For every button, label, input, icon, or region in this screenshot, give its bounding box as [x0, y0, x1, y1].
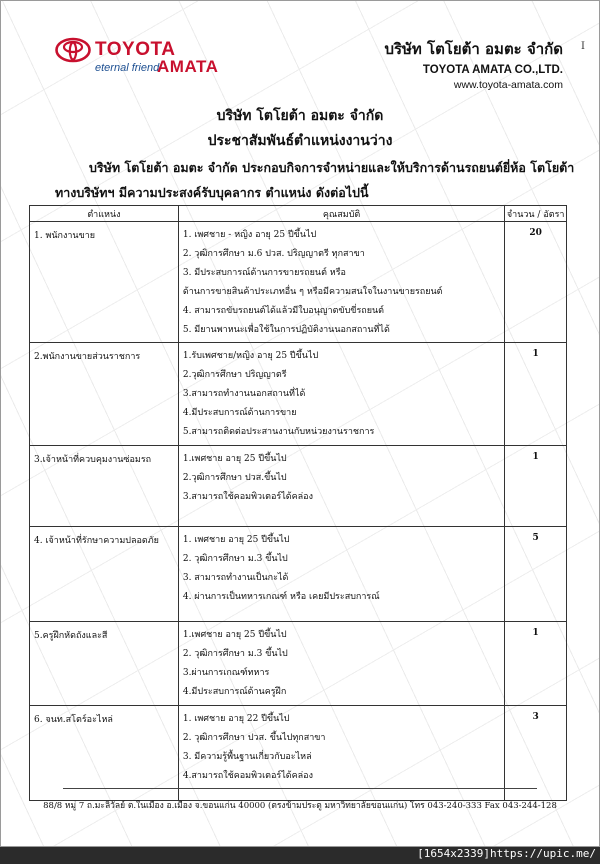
header-qualifications: คุณสมบัติ — [178, 206, 504, 222]
company-name-english: TOYOTA AMATA CO.,LTD. — [422, 64, 563, 76]
requirement-item: 3.สามารถใช้คอมพิวเตอร์ได้คล่อง — [182, 492, 313, 502]
requirement-item: 3. มีประสบการณ์ด้านการขายรถยนต์ หรือ — [182, 268, 346, 278]
qualifications-cell — [178, 622, 504, 706]
requirement-item: 3. มีความรู้พื้นฐานเกี่ยวกับอะไหล่ — [182, 752, 312, 762]
count-cell: 1 — [505, 622, 567, 706]
count-cell: 20 — [505, 222, 567, 343]
job-vacancy-table — [29, 205, 567, 801]
qualifications-cell — [178, 446, 504, 527]
requirement-item: 2. วุฒิการศึกษา ปวส. ขึ้นไปทุกสาขา — [182, 733, 326, 743]
requirement-item: 2. วุฒิการศึกษา ม.6 ปวส. ปริญญาตรี ทุกสาขา — [182, 249, 365, 259]
qualifications-cell — [178, 343, 504, 446]
qualifications-cell — [178, 706, 504, 801]
footer-divider — [63, 788, 537, 789]
requirement-item: 4.มีประสบการณ์ด้านครูฝึก — [182, 687, 287, 697]
requirement-item: 1.เพศชาย อายุ 25 ปีขึ้นไป — [182, 630, 287, 640]
header-position: ตำแหน่ง — [30, 206, 179, 222]
qualifications-cell — [178, 222, 504, 343]
company-name-thai: บริษัท โตโยต้า อมตะ จำกัด — [384, 40, 563, 58]
table-row — [30, 343, 567, 446]
requirement-item: 2. วุฒิการศึกษา ม.3 ขึ้นไป — [182, 554, 288, 564]
footer-address: 88/8 หมู่ 7 ถ.มะลิวัลย์ ต.ในเมือง อ.เมือง จ.ขอนแก่น 40000 (ตรงข้ามประตู มหาวิทยาลัยขอนแก่น) โทร 043-240-333 Fax 043-244-128 — [43, 801, 557, 811]
position-cell: 3.เจ้าหน้าที่ควบคุมงานซ่อมรถ — [30, 446, 179, 527]
position-cell: 2.พนักงานขายส่วนราชการ — [30, 343, 179, 446]
brand-name: TOYOTA — [95, 39, 176, 60]
document-subtitle: ประชาสัมพันธ์ตำแหน่งงานว่าง — [207, 133, 393, 149]
table-row — [30, 446, 567, 527]
position-cell: 4. เจ้าหน้าที่รักษาความปลอดภัย — [30, 527, 179, 622]
company-website: www.toyota-amata.com — [453, 79, 563, 91]
requirement-item: 4. สามารถขับรถยนต์ได้แล้วมีใบอนุญาตขับขี่รถยนต์ — [182, 306, 385, 316]
requirement-item: 4.มีประสบการณ์ด้านการขาย — [182, 408, 297, 418]
requirement-item: ด้านการขายสินค้าประเภทอื่น ๆ หรือมีความสนใจในงานขายรถยนต์ — [182, 287, 443, 297]
intro-line-2: ทางบริษัทฯ มีความประสงค์รับบุคลากร ตำแหน่ง ดังต่อไปนี้ — [55, 185, 369, 200]
table-row — [30, 527, 567, 622]
count-cell: 1 — [505, 343, 567, 446]
intro-line-1: บริษัท โตโยต้า อมตะ จำกัด ประกอบกิจการจำหน่ายและให้บริการด้านรถยนต์ยี่ห้อ โตโยต้า — [89, 160, 575, 175]
position-cell: 6. จนท.สโตร์อะไหล่ — [30, 706, 179, 801]
table-row — [30, 622, 567, 706]
requirement-item: 3.ผ่านการเกณฑ์ทหาร — [182, 668, 270, 678]
toyota-amata-logo — [55, 35, 245, 83]
requirement-item: 5.สามารถติดต่อประสานงานกับหน่วยงานราชการ — [182, 427, 375, 437]
requirement-item: 1. เพศชาย อายุ 25 ปีขึ้นไป — [182, 535, 290, 545]
requirement-item: 1.เพศชาย อายุ 25 ปีขึ้นไป — [182, 454, 287, 464]
brand-tagline: eternal friend — [95, 62, 160, 74]
table-row — [30, 222, 567, 343]
header-count: จำนวน / อัตรา — [505, 206, 567, 222]
requirement-item: 4. ผ่านการเป็นทหารเกณฑ์ หรือ เคยมีประสบการณ์ — [182, 592, 380, 602]
company-header — [384, 37, 563, 91]
requirement-item: 1. เพศชาย อายุ 22 ปีขึ้นไป — [182, 714, 290, 724]
requirement-item: 2.วุฒิการศึกษา ปวส.ขึ้นไป — [182, 473, 287, 483]
count-cell: 1 — [505, 446, 567, 527]
requirement-item: 1.รับเพศชาย/หญิง อายุ 25 ปีขึ้นไป — [182, 351, 319, 361]
table-header-row — [30, 206, 567, 222]
requirement-item: 5. มียานพาหนะเพื่อใช้ในการปฏิบัติงานนอกสถานที่ได้ — [182, 325, 390, 335]
image-host-watermark: [1654x2339]https://upic.me/ — [417, 847, 596, 860]
toyota-logo-icon — [55, 37, 91, 63]
position-cell: 5.ครูฝึกหัดถังและสี — [30, 622, 179, 706]
requirement-item: 2. วุฒิการศึกษา ม.3 ขึ้นไป — [182, 649, 288, 659]
qualifications-cell — [178, 527, 504, 622]
requirement-item: 3. สามารถทำงานเป็นกะได้ — [182, 573, 289, 583]
requirement-item: 3.สามารถทำงานนอกสถานที่ได้ — [182, 389, 306, 399]
table-row — [30, 706, 567, 801]
requirement-item: 2.วุฒิการศึกษา ปริญญาตรี — [182, 370, 287, 380]
position-cell: 1. พนักงานขาย — [30, 222, 179, 343]
document-title: บริษัท โตโยต้า อมตะ จำกัด — [216, 108, 384, 124]
requirement-item: 1. เพศชาย - หญิง อายุ 25 ปีขึ้นไป — [182, 230, 317, 240]
count-cell: 3 — [505, 706, 567, 801]
count-cell: 5 — [505, 527, 567, 622]
requirement-item: 4.สามารถใช้คอมพิวเตอร์ได้คล่อง — [182, 771, 313, 781]
amata-wordmark: AMATA — [157, 57, 219, 76]
corner-mark: I — [581, 41, 585, 52]
